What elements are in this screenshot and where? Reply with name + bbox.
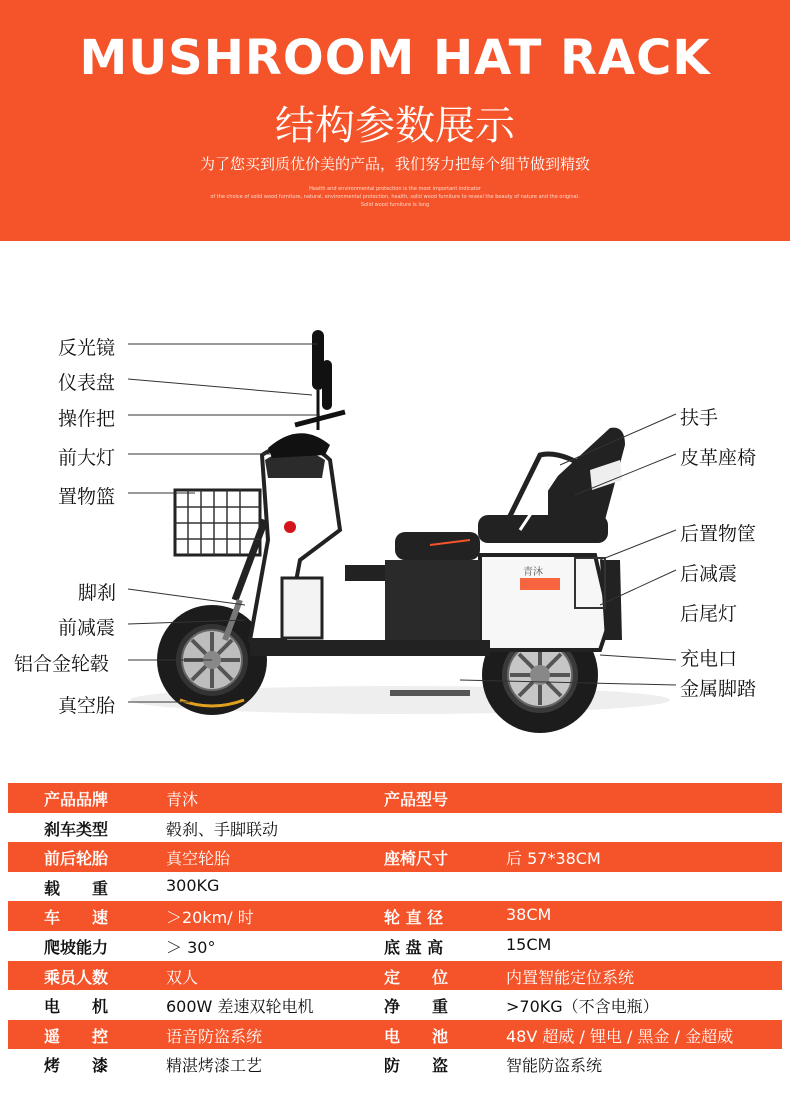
callout-armrest: 扶手 [680,407,719,429]
spec-value: >70KG（不含电瓶） [506,997,659,1017]
spec-value: ＞20km/ 时 [166,908,254,928]
spec-row [8,1049,782,1079]
spec-row [8,842,782,872]
spec-key: 净 重 [384,997,449,1017]
spec-row [8,901,782,931]
spec-value: 真空轮胎 [166,849,231,869]
tricycle-drawing [0,241,790,771]
callout-mirror: 反光镜 [58,337,116,359]
callout-tail-light: 后尾灯 [680,603,738,625]
spec-key: 乘员人数 [44,967,109,987]
spec-row [8,783,782,813]
spec-value: 15CM [506,934,552,954]
callout-charging-port: 充电口 [680,648,738,670]
spec-key: 遥 控 [44,1026,109,1046]
spec-key: 防 盗 [384,1056,449,1076]
small-text-2: of the choice of solid wood furniture, natural, environmental protection, health, solid wood furniture to reveal the beauty of nature and the original. [210,194,580,200]
spec-value: 后 57*38CM [506,849,601,869]
spec-key: 定 位 [384,967,449,987]
spec-key: 爬坡能力 [44,937,109,957]
spec-key: 刹车类型 [44,819,109,839]
callout-front-shock: 前减震 [58,617,116,639]
spec-row [8,961,782,991]
slogan: 为了您买到质优价美的产品，我们努力把每个细节做到精致 [199,155,590,173]
callout-handlebar: 操作把 [58,408,116,430]
spec-row [8,813,782,843]
spec-value: 48V 超威 / 锂电 / 黑金 / 金超威 [506,1026,734,1046]
callout-leather-seat: 皮革座椅 [680,447,757,469]
spec-key: 产品品牌 [44,790,109,809]
spec-value: 38CM [506,905,552,925]
callout-rear-shock: 后减震 [680,563,738,585]
spec-row [8,931,782,961]
callout-headlight: 前大灯 [58,447,116,469]
page-subtitle: 结构参数展示 [275,103,515,149]
spec-value: 语音防盗系统 [166,1026,263,1046]
callout-rear-basket: 后置物筐 [680,523,757,545]
spec-value: 精湛烤漆工艺 [166,1056,263,1076]
spec-value: 毂刹、手脚联动 [166,819,279,839]
spec-value: 青沐 [166,790,199,809]
body-badge: 青沐 [523,567,543,578]
small-text-3: Solid wood furniture is long [360,202,430,208]
callout-foot-brake: 脚刹 [78,582,117,604]
callout-alloy-hub: 铝合金轮毂 [14,653,110,675]
spec-key: 电 机 [44,997,109,1017]
spec-table [8,783,782,1079]
product-illustration [0,241,790,771]
spec-value: 智能防盗系统 [506,1056,603,1076]
spec-row [8,990,782,1020]
spec-key: 车 速 [44,908,109,928]
spec-key: 轮 直 径 [384,908,444,928]
callout-dashboard: 仪表盘 [58,372,116,394]
spec-value: 双人 [166,967,199,987]
header-banner [0,0,790,241]
page-title: MUSHROOM HAT RACK [79,30,711,86]
spec-value: 600W 差速双轮电机 [166,997,314,1017]
callout-tubeless-tire: 真空胎 [58,695,116,717]
spec-key: 产品型号 [384,790,449,809]
spec-value: 300KG [166,875,220,895]
small-text-1: Health and environmental protection is the most important indicator [309,186,481,192]
spec-value: ＞ 30° [166,937,216,957]
spec-key: 前后轮胎 [44,849,109,869]
callout-basket: 置物篮 [58,486,116,508]
spec-value: 内置智能定位系统 [506,967,635,987]
spec-row [8,1020,782,1050]
spec-key: 烤 漆 [44,1056,109,1076]
spec-key: 座椅尺寸 [384,849,449,869]
spec-key: 电 池 [384,1026,449,1046]
spec-key: 底 盘 高 [384,937,444,957]
spec-key: 载 重 [44,878,109,898]
callout-metal-pedal: 金属脚踏 [680,678,757,700]
spec-row [8,872,782,902]
